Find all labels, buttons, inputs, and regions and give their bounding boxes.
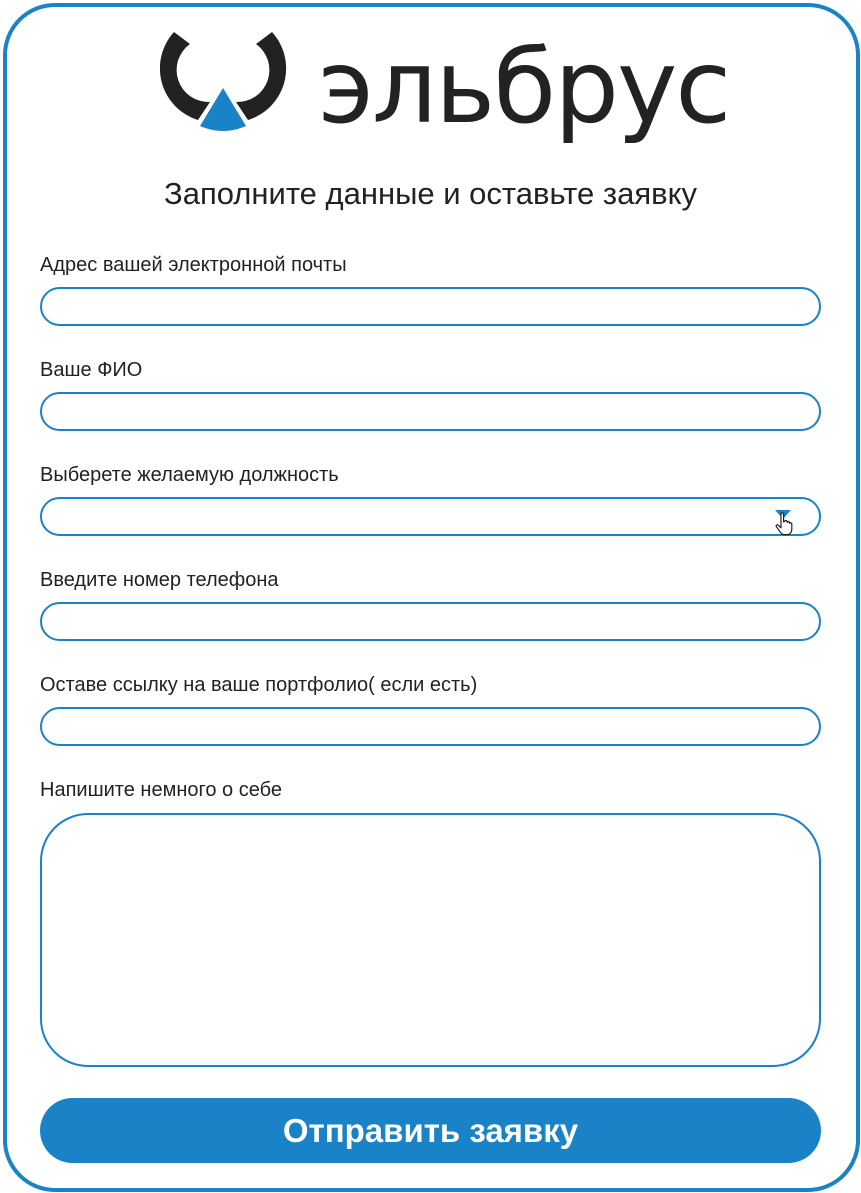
about-label: Напишите немного о себе xyxy=(40,779,282,801)
full-name-label: Ваше ФИО xyxy=(40,359,143,381)
position-select[interactable] xyxy=(40,497,821,536)
email-label: Адрес вашей электронной почты xyxy=(40,254,347,276)
position-label: Выберете желаемую должность xyxy=(40,464,339,486)
hand-cursor-icon xyxy=(775,512,793,536)
phone-field[interactable] xyxy=(40,602,821,641)
phone-label: Введите номер телефона xyxy=(40,569,279,591)
page-title: Заполните данные и оставьте заявку xyxy=(163,176,698,211)
full-name-field[interactable] xyxy=(40,392,821,431)
submit-button[interactable]: Отправить заявку xyxy=(40,1098,821,1163)
brand-logo xyxy=(160,26,730,150)
portfolio-label: Оставе ссылку на ваше портфолио( если есть) xyxy=(40,674,478,696)
elbrus-logo-icon xyxy=(160,26,290,136)
email-field[interactable] xyxy=(40,287,821,326)
portfolio-field[interactable] xyxy=(40,707,821,746)
about-textarea[interactable] xyxy=(40,813,821,1067)
brand-name: эльбрус xyxy=(318,28,730,147)
position-select-box[interactable] xyxy=(40,497,821,536)
